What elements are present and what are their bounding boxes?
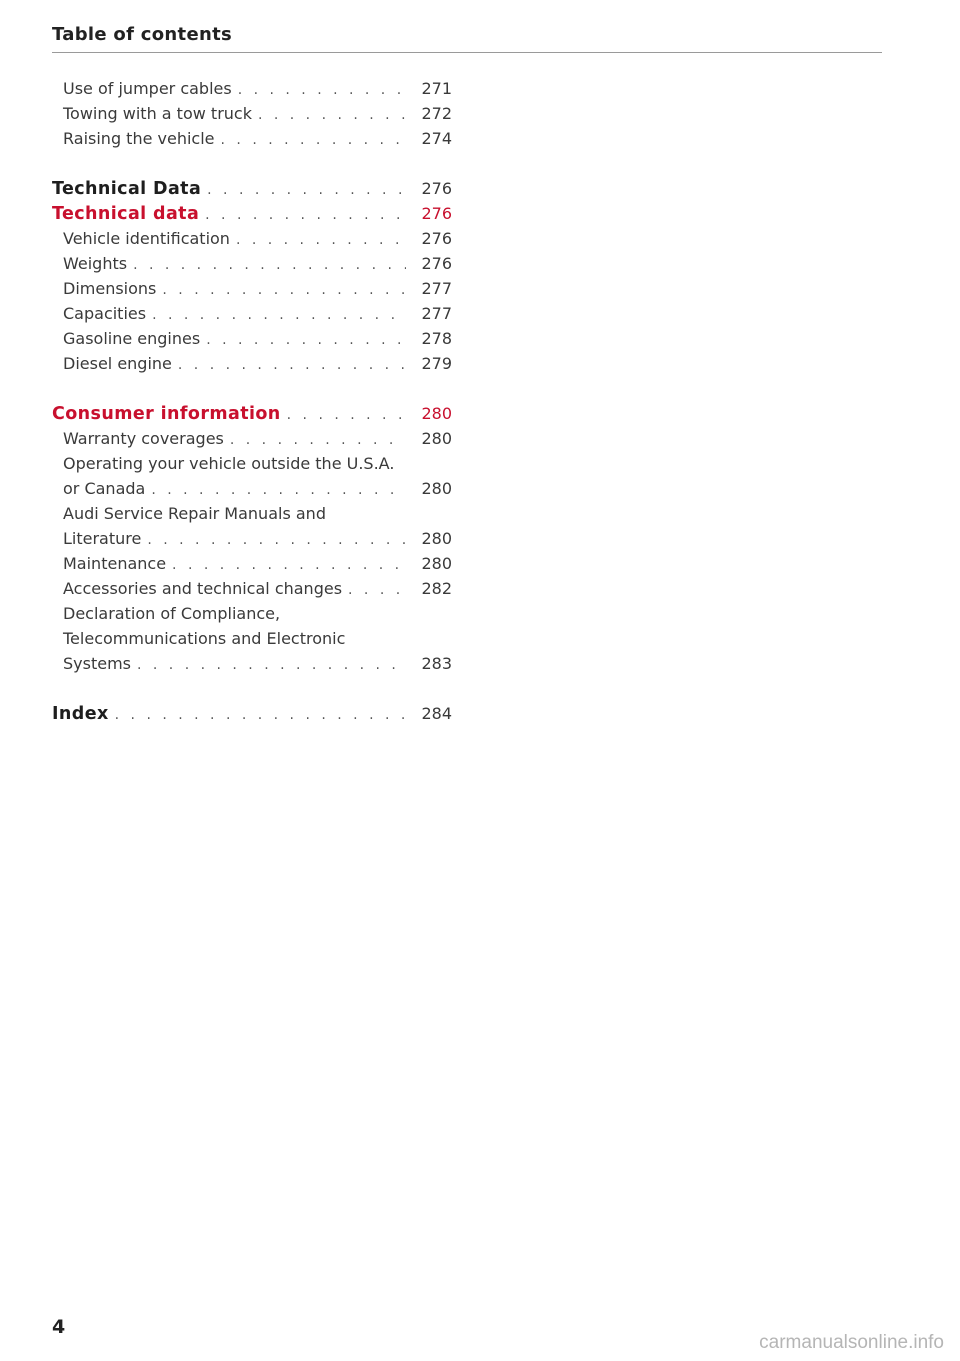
- dot-leader: [162, 278, 406, 303]
- toc-chapter-index[interactable]: Index . . . 284: [52, 701, 452, 726]
- toc-entry-raising-vehicle[interactable]: Raising the vehicle . . . 274: [52, 126, 452, 151]
- toc-entry-weights[interactable]: Weights . . . 276: [52, 251, 452, 276]
- toc-entry-towing[interactable]: Towing with a tow truck . . . 272: [52, 101, 452, 126]
- watermark: carmanualsonline.info: [759, 1332, 944, 1353]
- toc-entry-warranty[interactable]: Warranty coverages . . . 280: [52, 426, 452, 451]
- page-header: [52, 24, 882, 53]
- toc-entry-jumper-cables[interactable]: Use of jumper cables . . . 271: [52, 76, 452, 101]
- dot-leader: [137, 653, 406, 678]
- dot-leader: [238, 78, 406, 103]
- toc-chapter-consumer-information[interactable]: Consumer information . . . 280: [52, 401, 452, 426]
- dot-leader: [115, 703, 406, 728]
- dot-leader: [221, 128, 406, 153]
- toc-entry-declaration-line1[interactable]: Declaration of Compliance,: [63, 604, 281, 623]
- toc-entry-repair-manuals-line1[interactable]: Audi Service Repair Manuals and: [63, 504, 326, 523]
- toc-entry-capacities[interactable]: Capacities . . . 277: [52, 301, 452, 326]
- toc-entry-accessories[interactable]: Accessories and technical changes . . . 282: [52, 576, 452, 601]
- dot-leader: [172, 553, 406, 578]
- toc-entry-dimensions[interactable]: Dimensions . . . 277: [52, 276, 452, 301]
- page-title: Table of contents: [52, 24, 232, 45]
- dot-leader: [206, 328, 406, 353]
- page-number: 4: [52, 1316, 66, 1338]
- dot-leader: [207, 178, 406, 203]
- dot-leader: [147, 528, 406, 553]
- dot-leader: [230, 428, 406, 453]
- dot-leader: [287, 403, 406, 428]
- toc-entry-maintenance[interactable]: Maintenance . . . 280: [52, 551, 452, 576]
- toc-entry-outside-usa-line1[interactable]: Operating your vehicle outside the U.S.A.: [63, 454, 395, 473]
- toc-entry-diesel-engine[interactable]: Diesel engine . . . 279: [52, 351, 452, 376]
- dot-leader: [348, 578, 406, 603]
- dot-leader: [152, 303, 406, 328]
- dot-leader: [178, 353, 406, 378]
- toc-section-technical-data[interactable]: Technical data . . . 276: [52, 201, 452, 226]
- toc-entry-repair-manuals-line2[interactable]: Literature . . . 280: [52, 526, 452, 551]
- toc-entry-declaration-line3[interactable]: Systems . . . 283: [52, 651, 452, 676]
- toc-entry-vehicle-identification[interactable]: Vehicle identification . . . 276: [52, 226, 452, 251]
- dot-leader: [236, 228, 406, 253]
- dot-leader: [258, 103, 406, 128]
- toc-entry-declaration-line2[interactable]: Telecommunications and Electronic: [63, 629, 346, 648]
- table-of-contents: [52, 76, 452, 726]
- dot-leader: [133, 253, 406, 278]
- dot-leader: [151, 478, 406, 503]
- toc-entry-outside-usa-line2[interactable]: or Canada . . . 280: [52, 476, 452, 501]
- dot-leader: [205, 203, 406, 228]
- toc-entry-gasoline-engines[interactable]: Gasoline engines . . . 278: [52, 326, 452, 351]
- toc-chapter-technical-data[interactable]: Technical Data . . . 276: [52, 176, 452, 201]
